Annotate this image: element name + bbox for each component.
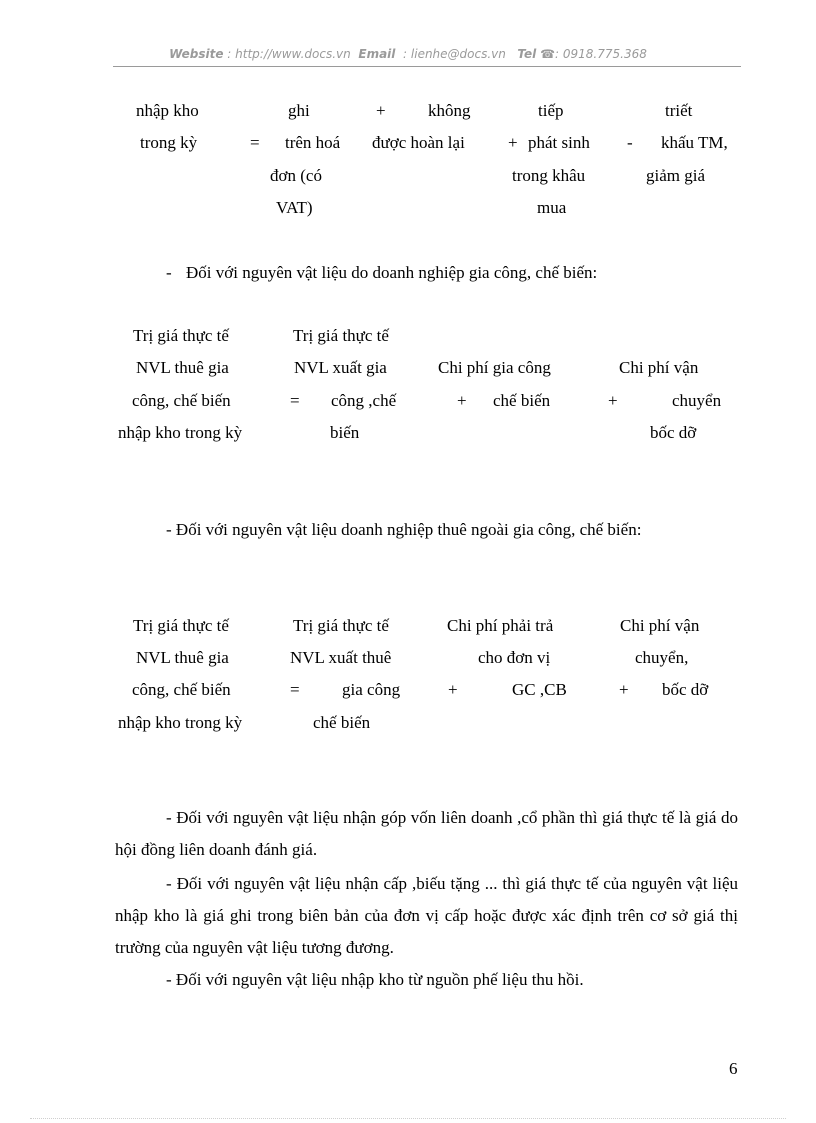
formula-2-term-2-line-4: biến <box>330 423 360 442</box>
formula-3-term-4-line-3: bốc dỡ <box>662 680 709 699</box>
paragraph-2: - Đối với nguyên vật liệu nhận cấp ,biếu tặng ... thì giá thực tế của nguyên vật liệu nhập kho là giá ghi trong biên bản của đơn vị cấp hoặc được xác định trên cơ sở giá thị trường của nguyên vật liệu tương đương. <box>115 874 738 957</box>
formula-2-term-4-line-1: Chi phí vận <box>619 358 699 377</box>
formula-1-plus-2: + <box>508 133 518 152</box>
formula-2-plus-2: + <box>608 391 618 410</box>
formula-1-term-2-line-4: VAT) <box>276 198 313 217</box>
formula-3-term-4-line-2: chuyển, <box>635 648 689 667</box>
formula-1-term-2-line-3: đơn (có <box>270 166 322 185</box>
page-number: 6 <box>729 1059 738 1078</box>
formula-3-term-3-line-2: cho đơn vị <box>478 648 551 667</box>
formula-3-term-3-line-3: GC ,CB <box>512 680 567 699</box>
tel-value: : 0918.775.368 <box>555 47 647 61</box>
section-2-heading: Đối với nguyên vật liệu do doanh nghiệp gia công, chế biến: <box>186 263 598 282</box>
formula-1-term-5-line-1: triết <box>665 101 693 120</box>
formula-2-plus-1: + <box>457 391 467 410</box>
formula-3-term-3-line-1: Chi phí phải trả <box>447 616 554 635</box>
formula-1-term-2-line-1: ghi <box>288 101 310 120</box>
formula-3-plus-2: + <box>619 680 629 699</box>
formula-2-term-2-line-3: công ,chế <box>331 391 397 410</box>
formula-3-term-4-line-1: Chi phí vận <box>620 616 700 635</box>
formula-1-term-5-line-3: giảm giá <box>646 166 706 185</box>
formula-2-term-1-line-3: công, chế biến <box>132 391 231 410</box>
website-value: : http://www.docs.vn <box>227 47 351 61</box>
email-label: Email <box>358 47 396 61</box>
tel-label: Tel <box>517 47 537 61</box>
website-label: Website <box>169 47 224 61</box>
formula-2-equals: = <box>290 391 300 410</box>
formula-2-term-1-line-2: NVL thuê gia <box>136 358 229 377</box>
formula-1-term-1-line-1: nhập kho <box>136 101 199 120</box>
formula-3-term-2-line-1: Trị giá thực tế <box>293 616 389 635</box>
formula-2-term-1-line-1: Trị giá thực tế <box>133 326 229 345</box>
formula-1-equals: = <box>250 133 260 152</box>
formula-1-term-1-line-2: trong kỳ <box>140 133 198 152</box>
formula-3-term-2-line-2: NVL xuất thuê <box>290 648 392 667</box>
formula-3-plus-1: + <box>448 680 458 699</box>
formula-3-term-1-line-2: NVL thuê gia <box>136 648 229 667</box>
formula-1-term-4-line-2: phát sinh <box>528 133 590 152</box>
formula-2-term-4-line-3: bốc dỡ <box>650 423 697 442</box>
formula-2-term-2-line-2: NVL xuất gia <box>294 358 387 377</box>
formula-1-plus: + <box>376 101 386 120</box>
formula-3-equals: = <box>290 680 300 699</box>
formula-1-term-3-line-2: được hoàn lại <box>372 133 465 152</box>
formula-1-term-2-line-2: trên hoá <box>285 133 341 152</box>
email-value: : lienhe@docs.vn <box>403 47 506 61</box>
formula-3-term-2-line-3: gia công <box>342 680 401 699</box>
formula-1-term-4-line-1: tiếp <box>538 101 564 120</box>
formula-1-term-3-line-1: không <box>428 101 471 120</box>
formula-3-term-1-line-4: nhập kho trong kỳ <box>118 713 243 732</box>
header-divider <box>113 66 741 67</box>
page-bottom-border <box>30 1118 786 1119</box>
formula-2-term-3-line-1: Chi phí gia công <box>438 358 551 377</box>
formula-2-term-1-line-4: nhập kho trong kỳ <box>118 423 243 442</box>
paragraph-1: - Đối với nguyên vật liệu nhận góp vốn liên doanh ,cổ phần thì giá thực tế là giá do hội đồng liên doanh đánh giá. <box>115 808 738 859</box>
page-header <box>0 47 816 61</box>
formula-2-term-2-line-1: Trị giá thực tế <box>293 326 389 345</box>
formula-1-minus: - <box>627 133 633 152</box>
section-2-bullet: - <box>166 263 172 282</box>
formula-2-term-4-line-2: chuyển <box>672 391 722 410</box>
formula-2-term-3-line-2: chế biến <box>493 391 551 410</box>
paragraph-3: - Đối với nguyên vật liệu nhập kho từ nguồn phế liệu thu hồi. <box>166 970 584 989</box>
section-3-heading: - Đối với nguyên vật liệu doanh nghiệp thuê ngoài gia công, chế biến: <box>166 520 642 539</box>
formula-3-term-1-line-3: công, chế biến <box>132 680 231 699</box>
formula-3-term-2-line-4: chế biến <box>313 713 371 732</box>
formula-1-term-4-line-4: mua <box>537 198 567 217</box>
formula-1-term-4-line-3: trong khâu <box>512 166 586 185</box>
formula-1-term-5-line-2: khấu TM, <box>661 133 728 152</box>
phone-icon: ☎ <box>540 47 556 61</box>
formula-3-term-1-line-1: Trị giá thực tế <box>133 616 229 635</box>
